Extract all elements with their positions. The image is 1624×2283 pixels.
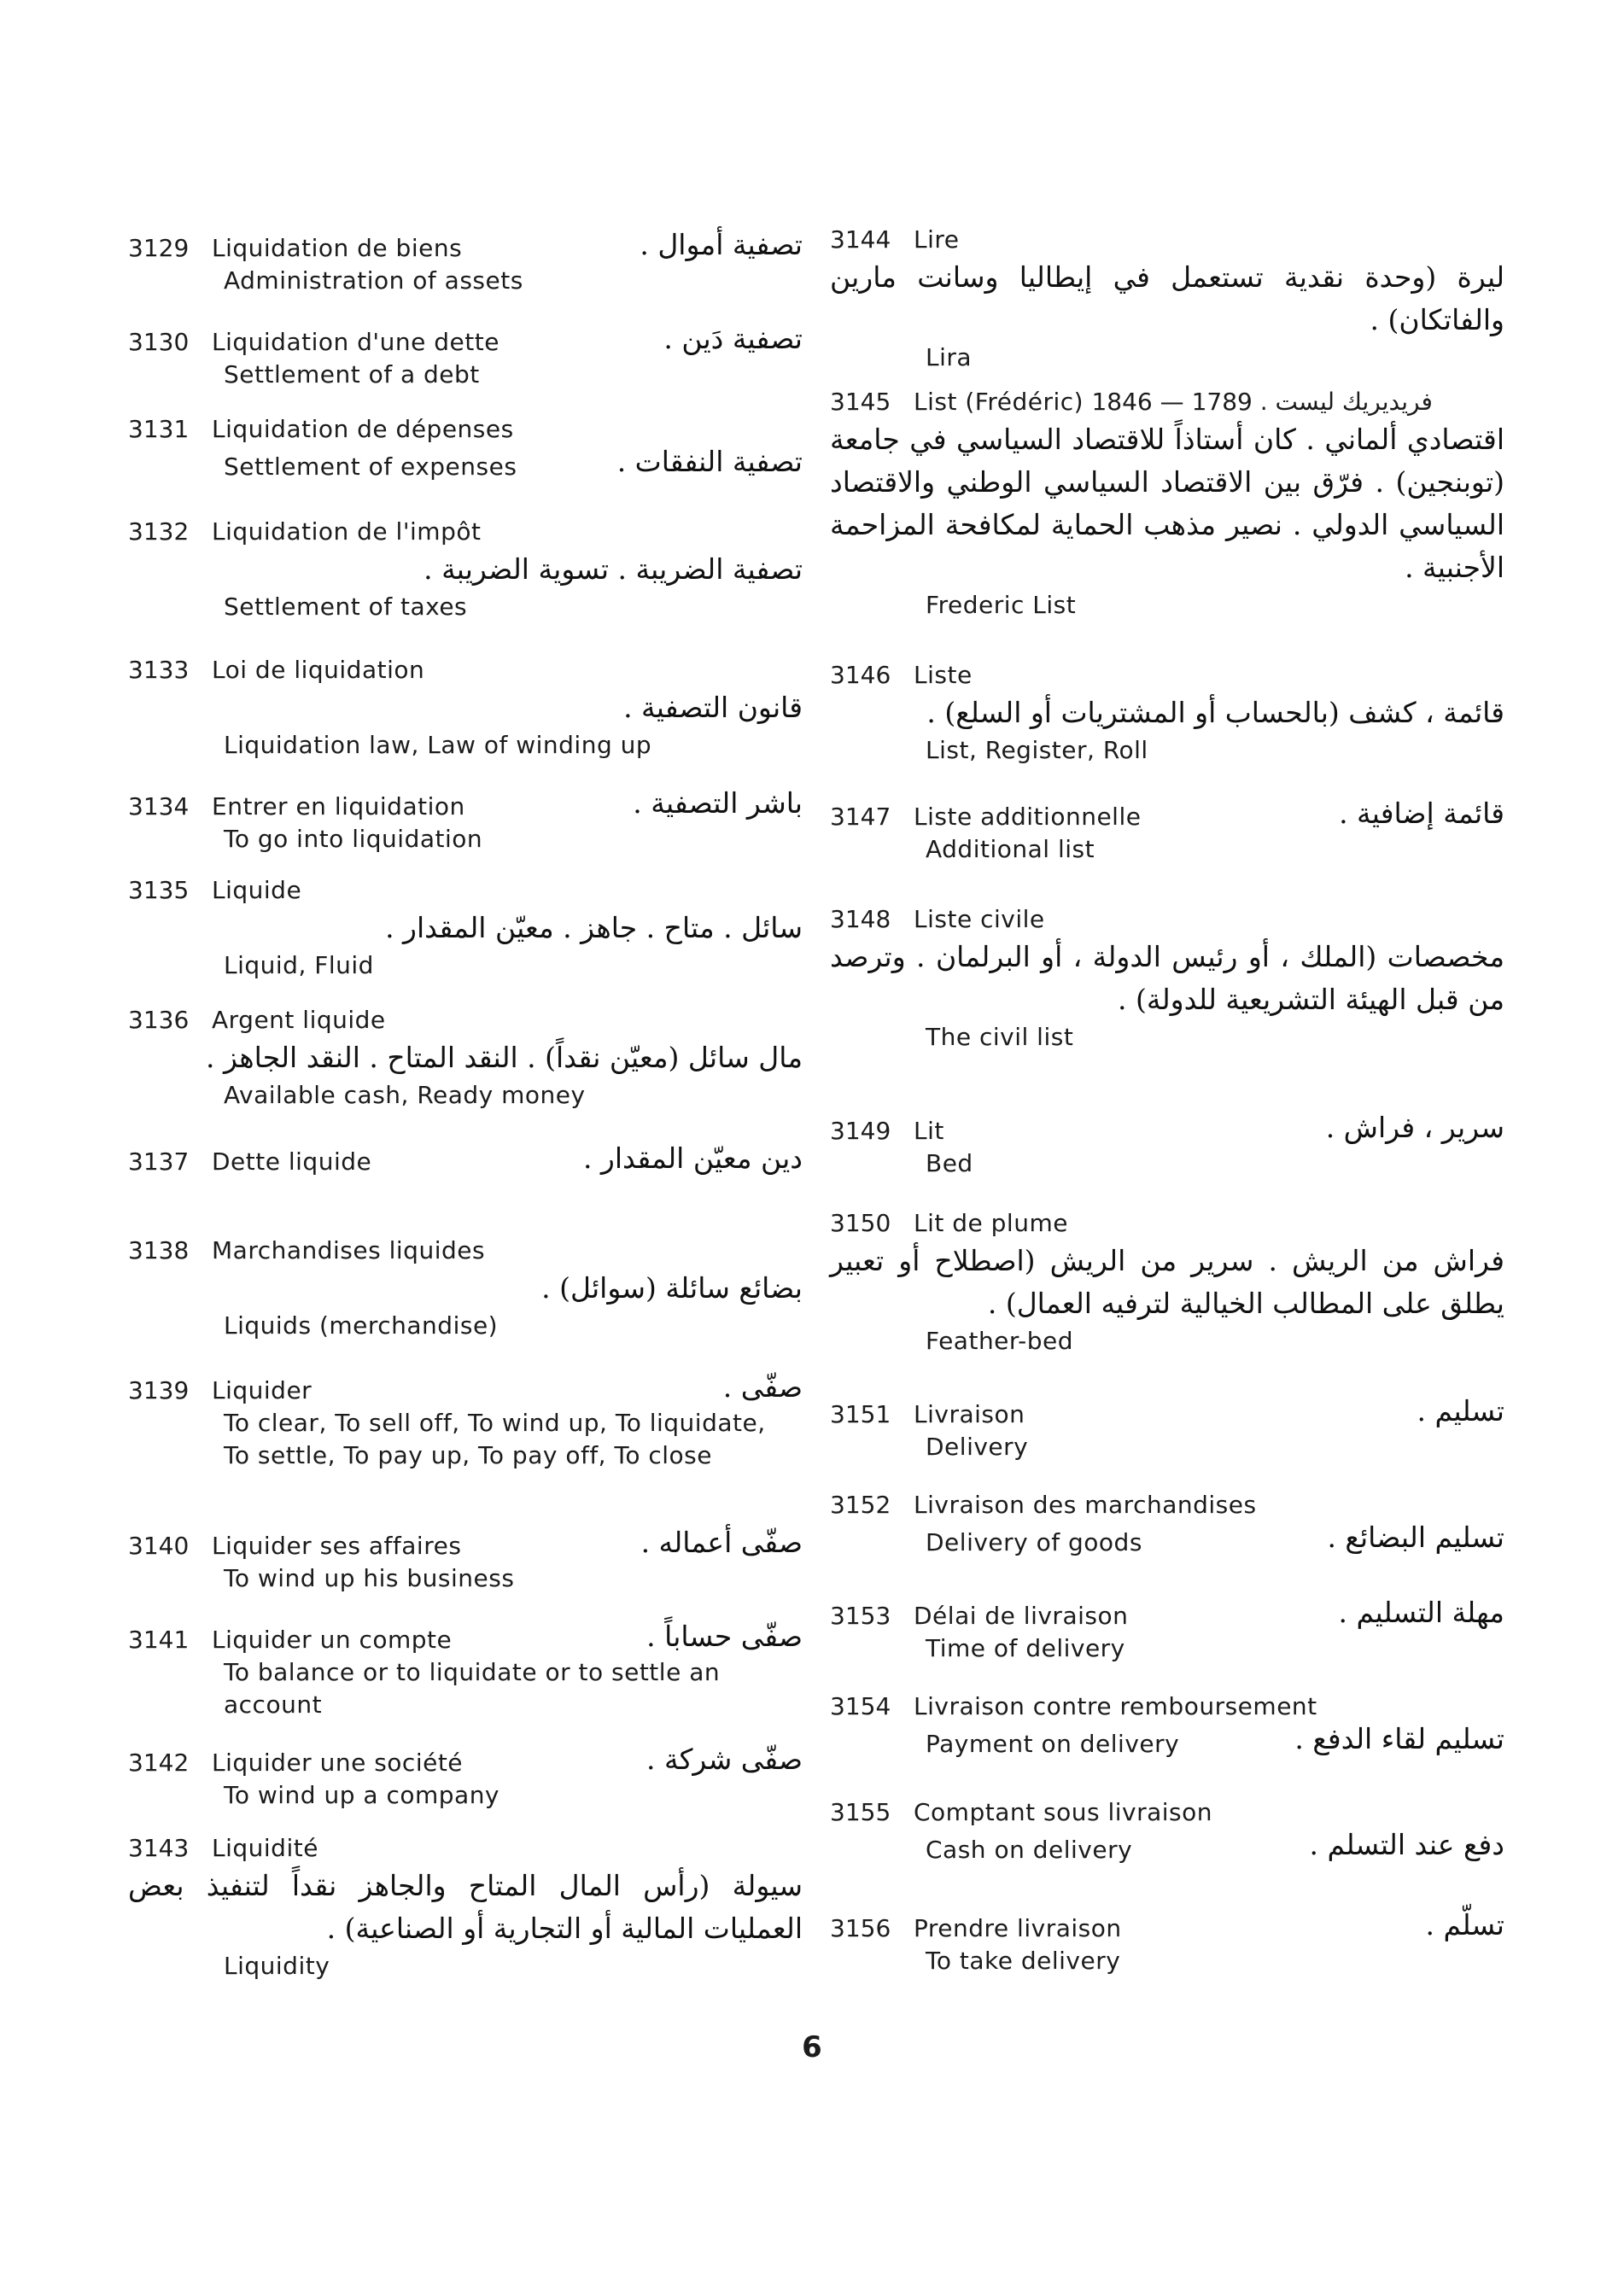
entry-3136 xyxy=(128,1001,811,1112)
entry-term-en: Additional list xyxy=(926,835,1095,863)
entry-term-ar: قائمة ، كشف (بالحساب أو المشتريات أو السلع) . xyxy=(926,696,1504,729)
entry-head xyxy=(128,651,811,686)
entry-term-ar: فراش من الريش . سرير من الريش (اصطلاح أو تعبير يطلق على المطالب الخيالية لترفيه العمال) . xyxy=(830,1244,1504,1320)
entry-number: 3146 xyxy=(830,661,891,689)
entry-head xyxy=(128,787,811,823)
entry-term-fr: Lit xyxy=(914,1117,944,1145)
entry-term-fr: Liste additionnelle xyxy=(914,803,1142,831)
entry-term-ar: مخصصات (الملك ، أو رئيس الدولة ، أو البرلمان . وترصد من قبل الهيئة التشريعية للدولة) . xyxy=(830,940,1504,1016)
entry-term-fr: Liquider ses affaires xyxy=(212,1532,462,1560)
entry-term-fr: Liquider xyxy=(212,1376,313,1404)
entry-term-fr: Dette liquide xyxy=(212,1147,372,1176)
entry-head xyxy=(830,1909,1513,1945)
entry-term-ar: مهلة التسليم . xyxy=(1338,1596,1504,1629)
entry-3150 xyxy=(830,1204,1513,1358)
entry-3145 xyxy=(830,382,1513,622)
entry-head xyxy=(830,220,1513,256)
entry-term-ar: صفّى . xyxy=(722,1370,803,1404)
entry-number: 3130 xyxy=(128,328,190,356)
entry-number: 3131 xyxy=(128,415,190,443)
entry-head xyxy=(128,1743,811,1779)
entry-term-en: Settlement of expenses xyxy=(224,453,517,481)
entry-term-en: Bed xyxy=(926,1149,973,1177)
entry-3132 xyxy=(128,512,811,623)
entry-head xyxy=(830,1112,1513,1147)
entry-term-en: Frederic List xyxy=(926,591,1077,619)
entry-term-en: Lira xyxy=(926,343,973,371)
entry-term-en: Liquidity xyxy=(224,1952,330,1980)
entry-number: 3129 xyxy=(128,234,190,262)
entry-term-ar: دفع عند التسلم . xyxy=(1309,1828,1504,1861)
entry-term-en: Liquids (merchandise) xyxy=(224,1311,499,1340)
entry-term-fr: Délai de livraison xyxy=(914,1602,1129,1630)
entry-term-fr: Liquidité xyxy=(212,1834,318,1862)
entry-number: 3142 xyxy=(128,1749,190,1777)
entry-term-fr: Prendre livraison xyxy=(914,1914,1122,1942)
entry-3144 xyxy=(830,220,1513,374)
entry-term-ar: صفّى شركة . xyxy=(646,1743,803,1776)
entry-term-fr: Entrer en liquidation xyxy=(212,792,465,820)
entry-3149 xyxy=(830,1112,1513,1180)
entry-line xyxy=(830,1521,1513,1559)
entry-number: 3135 xyxy=(128,876,190,904)
entry-3142 xyxy=(128,1743,811,1812)
entry-number: 3137 xyxy=(128,1147,190,1176)
entry-term-en: Liquidation law, Law of winding up xyxy=(224,731,652,759)
entry-term-ar: تسليم البضائع . xyxy=(1327,1521,1504,1554)
entry-term-ar: تصفية الضريبة . تسوية الضريبة . xyxy=(424,552,803,586)
entry-term-en: To clear, To sell off, To wind up, To liquidate, To settle, To pay up, To pay off, To close xyxy=(224,1409,766,1469)
entry-head xyxy=(128,229,811,265)
entry-term-en: Settlement of a debt xyxy=(224,360,480,388)
entry-number: 3147 xyxy=(830,803,891,831)
entry-term-ar: تصفية النفقات . xyxy=(616,445,803,478)
entry-term-fr: List (Frédéric) فريديريك ليست . 1789 — 1846 xyxy=(914,388,1433,416)
entry-number: 3154 xyxy=(830,1692,891,1720)
entry-term-ar: اقتصادي ألماني . كان أستاذاً للاقتصاد السياسي في جامعة (توبنجين) . فرّق بين الاقتصاد السياسي الوطني والاقتصاد السياسي الدولي . نصير مذهب الحماية لمكافحة المزاحمة الأجنبية . xyxy=(830,423,1504,584)
entry-3153 xyxy=(830,1597,1513,1665)
entry-3148 xyxy=(830,900,1513,1054)
entry-term-fr: Comptant sous livraison xyxy=(914,1798,1212,1826)
entry-number: 3141 xyxy=(128,1626,190,1654)
entry-term-en: To wind up his business xyxy=(224,1564,515,1592)
entry-head xyxy=(830,382,1513,418)
entry-3137 xyxy=(128,1142,811,1178)
entry-term-en: Cash on delivery xyxy=(926,1836,1133,1864)
entry-term-ar: تصفية دَين . xyxy=(663,322,803,355)
entry-term-ar: مال سائل (معيّن نقداً) . النقد المتاح . النقد الجاهز . xyxy=(206,1041,803,1074)
entry-head xyxy=(128,1231,811,1267)
entry-3134 xyxy=(128,787,811,855)
entry-head xyxy=(830,1204,1513,1240)
entry-head xyxy=(128,1620,811,1656)
entry-3151 xyxy=(830,1395,1513,1463)
entry-number: 3134 xyxy=(128,792,190,820)
entry-term-ar: سائل . متاح . جاهز . معيّن المقدار . xyxy=(385,911,803,944)
entry-line xyxy=(830,1829,1513,1866)
entry-term-en: Payment on delivery xyxy=(926,1730,1180,1758)
entry-number: 3148 xyxy=(830,905,891,933)
entry-head xyxy=(830,797,1513,833)
entry-3155 xyxy=(830,1793,1513,1866)
entry-head xyxy=(128,1142,811,1178)
entry-term-fr: Liste xyxy=(914,661,973,689)
entry-3139 xyxy=(128,1371,811,1472)
entry-number: 3132 xyxy=(128,517,190,546)
entry-head xyxy=(830,900,1513,936)
entry-term-fr: Lit de plume xyxy=(914,1209,1068,1237)
entry-3156 xyxy=(830,1909,1513,1977)
entry-head xyxy=(128,1371,811,1407)
entry-term-en: To wind up a company xyxy=(224,1781,500,1809)
entry-number: 3152 xyxy=(830,1491,891,1519)
entry-term-en: The civil list xyxy=(926,1023,1074,1051)
entry-head xyxy=(128,323,811,359)
entry-number: 3150 xyxy=(830,1209,891,1237)
entry-number: 3156 xyxy=(830,1914,891,1942)
entry-term-en: Liquid, Fluid xyxy=(224,951,374,979)
entry-3152 xyxy=(830,1486,1513,1559)
entry-term-fr: Loi de liquidation xyxy=(212,656,425,684)
entry-3138 xyxy=(128,1231,811,1342)
entry-head xyxy=(830,1597,1513,1632)
entry-number: 3153 xyxy=(830,1602,891,1630)
entry-3130 xyxy=(128,323,811,391)
entry-number: 3140 xyxy=(128,1532,190,1560)
entry-term-fr: Liquidation de dépenses xyxy=(212,415,514,443)
entry-3147 xyxy=(830,797,1513,866)
page-number: 6 xyxy=(802,2030,822,2064)
entry-term-en: To balance or to liquidate or to settle an account xyxy=(224,1658,721,1719)
entry-term-fr: Liquidation de biens xyxy=(212,234,463,262)
entry-term-en: List, Register, Roll xyxy=(926,736,1148,764)
entry-term-en: Delivery xyxy=(926,1433,1029,1461)
entry-term-fr: Liquidation d'une dette xyxy=(212,328,499,356)
left-column xyxy=(128,0,811,2283)
entry-line xyxy=(128,446,811,483)
right-column xyxy=(830,0,1513,2283)
entry-term-en: Time of delivery xyxy=(926,1634,1125,1662)
entry-number: 3133 xyxy=(128,656,190,684)
entry-term-en: Settlement of taxes xyxy=(224,593,468,621)
entry-term-fr: Livraison des marchandises xyxy=(914,1491,1257,1519)
entry-3129 xyxy=(128,229,811,297)
entry-term-en: Feather-bed xyxy=(926,1327,1074,1355)
entry-head xyxy=(128,1001,811,1036)
entry-term-fr: Lire xyxy=(914,225,960,254)
entry-term-ar: سيولة (رأس المال المتاح والجاهز نقداً لتنفيذ بعض العمليات المالية أو التجارية أو الصناعية) . xyxy=(128,1869,803,1945)
entry-number: 3144 xyxy=(830,225,891,254)
entry-number: 3151 xyxy=(830,1400,891,1428)
entry-term-fr: Liste civile xyxy=(914,905,1045,933)
entry-term-ar: تسليم لقاء الدفع . xyxy=(1294,1722,1504,1755)
entry-term-en: Available cash, Ready money xyxy=(224,1081,586,1109)
entry-term-fr: Liquidation de l'impôt xyxy=(212,517,482,546)
entry-line xyxy=(830,1723,1513,1760)
entry-term-ar: صفّى أعماله . xyxy=(640,1526,803,1559)
entry-term-ar: سرير ، فراش . xyxy=(1325,1111,1504,1144)
entry-term-fr: Livraison contre remboursement xyxy=(914,1692,1317,1720)
entry-term-ar: صفّى حساباً . xyxy=(646,1620,803,1653)
entry-head xyxy=(128,1829,811,1865)
entry-term-fr: Livraison xyxy=(914,1400,1025,1428)
entry-head xyxy=(128,1527,811,1562)
entry-term-en: To take delivery xyxy=(926,1947,1121,1975)
entry-3154 xyxy=(830,1687,1513,1760)
entry-3141 xyxy=(128,1620,811,1721)
entry-term-fr: Argent liquide xyxy=(212,1006,386,1034)
entry-term-ar: ليرة (وحدة نقدية تستعمل في إيطاليا وسانت مارين والفاتكان) . xyxy=(830,260,1504,336)
entry-head xyxy=(830,1395,1513,1431)
entry-number: 3136 xyxy=(128,1006,190,1034)
entry-term-en: Delivery of goods xyxy=(926,1528,1142,1556)
entry-number: 3139 xyxy=(128,1376,190,1404)
entry-term-en: To go into liquidation xyxy=(224,825,483,853)
entry-term-ar: قائمة إضافية . xyxy=(1339,797,1504,830)
entry-3135 xyxy=(128,871,811,982)
entry-number: 3145 xyxy=(830,388,891,416)
entry-term-fr: Liquide xyxy=(212,876,302,904)
entry-head xyxy=(830,656,1513,692)
entry-number: 3143 xyxy=(128,1834,190,1862)
entry-term-ar: باشر التصفية . xyxy=(633,786,803,820)
entry-term-ar: قانون التصفية . xyxy=(623,691,803,724)
entry-head xyxy=(128,512,811,548)
entry-number: 3155 xyxy=(830,1798,891,1826)
entry-term-fr: Liquider un compte xyxy=(212,1626,453,1654)
entry-term-fr: Marchandises liquides xyxy=(212,1236,486,1264)
entry-term-ar: بضائع سائلة (سوائل) . xyxy=(541,1271,803,1305)
entry-number: 3138 xyxy=(128,1236,190,1264)
entry-term-en: Administration of assets xyxy=(224,266,523,295)
entry-3146 xyxy=(830,656,1513,767)
entry-term-ar: تصفية أموال . xyxy=(640,228,803,261)
entry-3131 xyxy=(128,410,811,483)
entry-3143 xyxy=(128,1829,811,1982)
entry-3140 xyxy=(128,1527,811,1595)
entry-term-ar: تسلّم . xyxy=(1425,1908,1504,1941)
entry-term-ar: دين معيّن المقدار . xyxy=(582,1142,803,1175)
entry-number: 3149 xyxy=(830,1117,891,1145)
entry-term-ar: تسليم . xyxy=(1417,1394,1504,1428)
entry-term-fr: Liquider une société xyxy=(212,1749,464,1777)
entry-head xyxy=(128,871,811,907)
entry-3133 xyxy=(128,651,811,762)
